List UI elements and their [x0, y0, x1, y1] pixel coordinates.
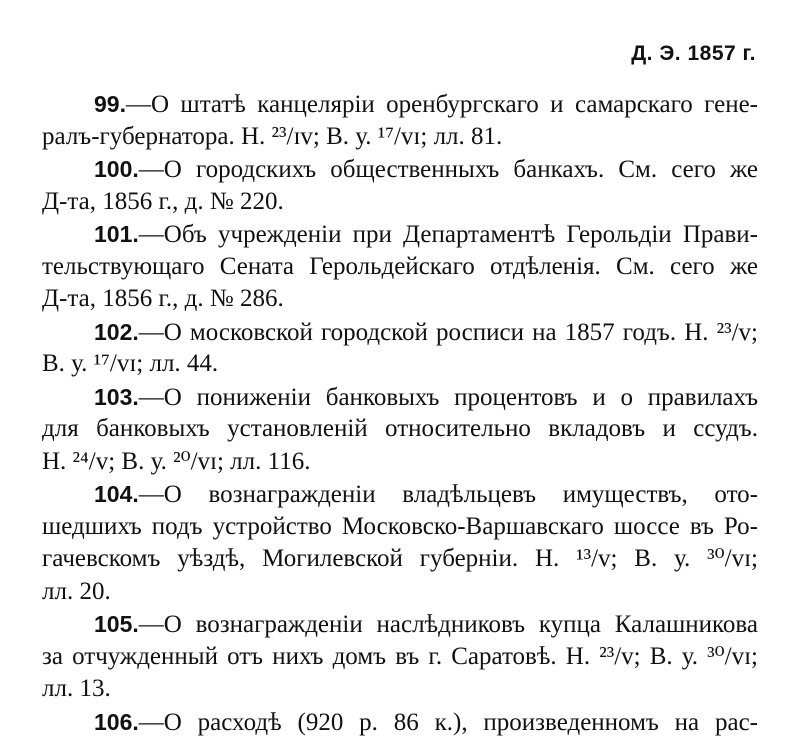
entry-99: [42, 88, 758, 153]
entry-104: [42, 478, 758, 608]
entry-text: —О городскихъ общественныхъ банкахъ. См. сего же: [138, 156, 758, 183]
entry-text: —О вознагражденіи владѣльцевъ имуществъ, ото-: [138, 481, 758, 508]
entry-line: за отчужденный отъ нихъ домъ въ г. Саратовѣ. Н. ²³/ᴠ; В. у. ³⁰/ᴠɪ;: [42, 642, 758, 670]
entry-line: [42, 316, 758, 349]
entry-102: [42, 316, 758, 381]
entry-number: 103.: [94, 383, 139, 410]
entry-number: 102.: [94, 318, 139, 345]
entry-text: —О расходѣ (920 р. 86 к.), произведенномъ на рас-: [138, 708, 758, 736]
entry-line: [42, 478, 758, 511]
entry-list: [42, 88, 758, 738]
entry-line: ралъ-губернатора. Н. ²³/ɪv; В. у. ¹⁷/ᴠɪ; лл. 81.: [42, 122, 503, 150]
entry-line: для банковыхъ установленій относительно вкладовъ и ссудъ.: [42, 415, 758, 442]
entry-number: 100.: [94, 156, 139, 182]
entry-line: В. у. ¹⁷/ᴠɪ; лл. 44.: [42, 350, 219, 377]
entry-line: [42, 218, 758, 251]
entry-text: —О вознагражденіи наслѣдниковъ купца Калашникова: [138, 611, 758, 638]
entry-line: лл. 20.: [42, 577, 111, 605]
entry-number: 106.: [94, 708, 139, 735]
entry-103: [42, 381, 758, 479]
entry-number: 99.: [94, 91, 126, 117]
entry-line: лл. 13.: [42, 675, 111, 702]
entry-101: [42, 218, 758, 316]
entry-line: гачевскомъ уѣздѣ, Могилевской губерніи. Н. ¹³/ᴠ; В. у. ³⁰/ᴠɪ;: [42, 545, 758, 572]
entry-number: 105.: [94, 611, 139, 637]
entry-line: [42, 88, 758, 121]
entry-106: [42, 706, 758, 739]
entry-line: [42, 153, 758, 186]
entry-number: 101.: [94, 221, 139, 247]
page-header: Д. Э. 1857 г.: [631, 42, 756, 65]
entry-line: [42, 706, 758, 739]
entry-line: [42, 608, 758, 641]
entry-line: Н. ²⁴/ᴠ; В. у. ²⁰/ᴠɪ; лл. 116.: [42, 447, 311, 475]
entry-line: шедшихъ подъ устройство Московско-Варшавскаго шоссе въ Ро-: [42, 512, 758, 540]
entry-line: [42, 381, 758, 414]
entry-line: Д-та, 1856 г., д. № 220.: [42, 187, 284, 215]
entry-105: [42, 608, 758, 706]
entry-number: 104.: [94, 481, 139, 507]
entry-text: —О московской городской росписи на 1857 годъ. Н. ²³/ᴠ;: [138, 318, 758, 346]
entry-text: —О пониженіи банковыхъ процентовъ и о правилахъ: [138, 383, 758, 411]
entry-text: —Объ учрежденіи при Департаментѣ Герольдіи Прави-: [138, 221, 758, 248]
entry-line: Д-та, 1856 г., д. № 286.: [42, 285, 284, 312]
entry-text: —О штатѣ канцеляріи оренбургскаго и самарскаго гене-: [125, 91, 758, 118]
entry-100: [42, 153, 758, 218]
entry-line: тельствующаго Сената Герольдейскаго отдѣленія. См. сего же: [42, 252, 758, 280]
